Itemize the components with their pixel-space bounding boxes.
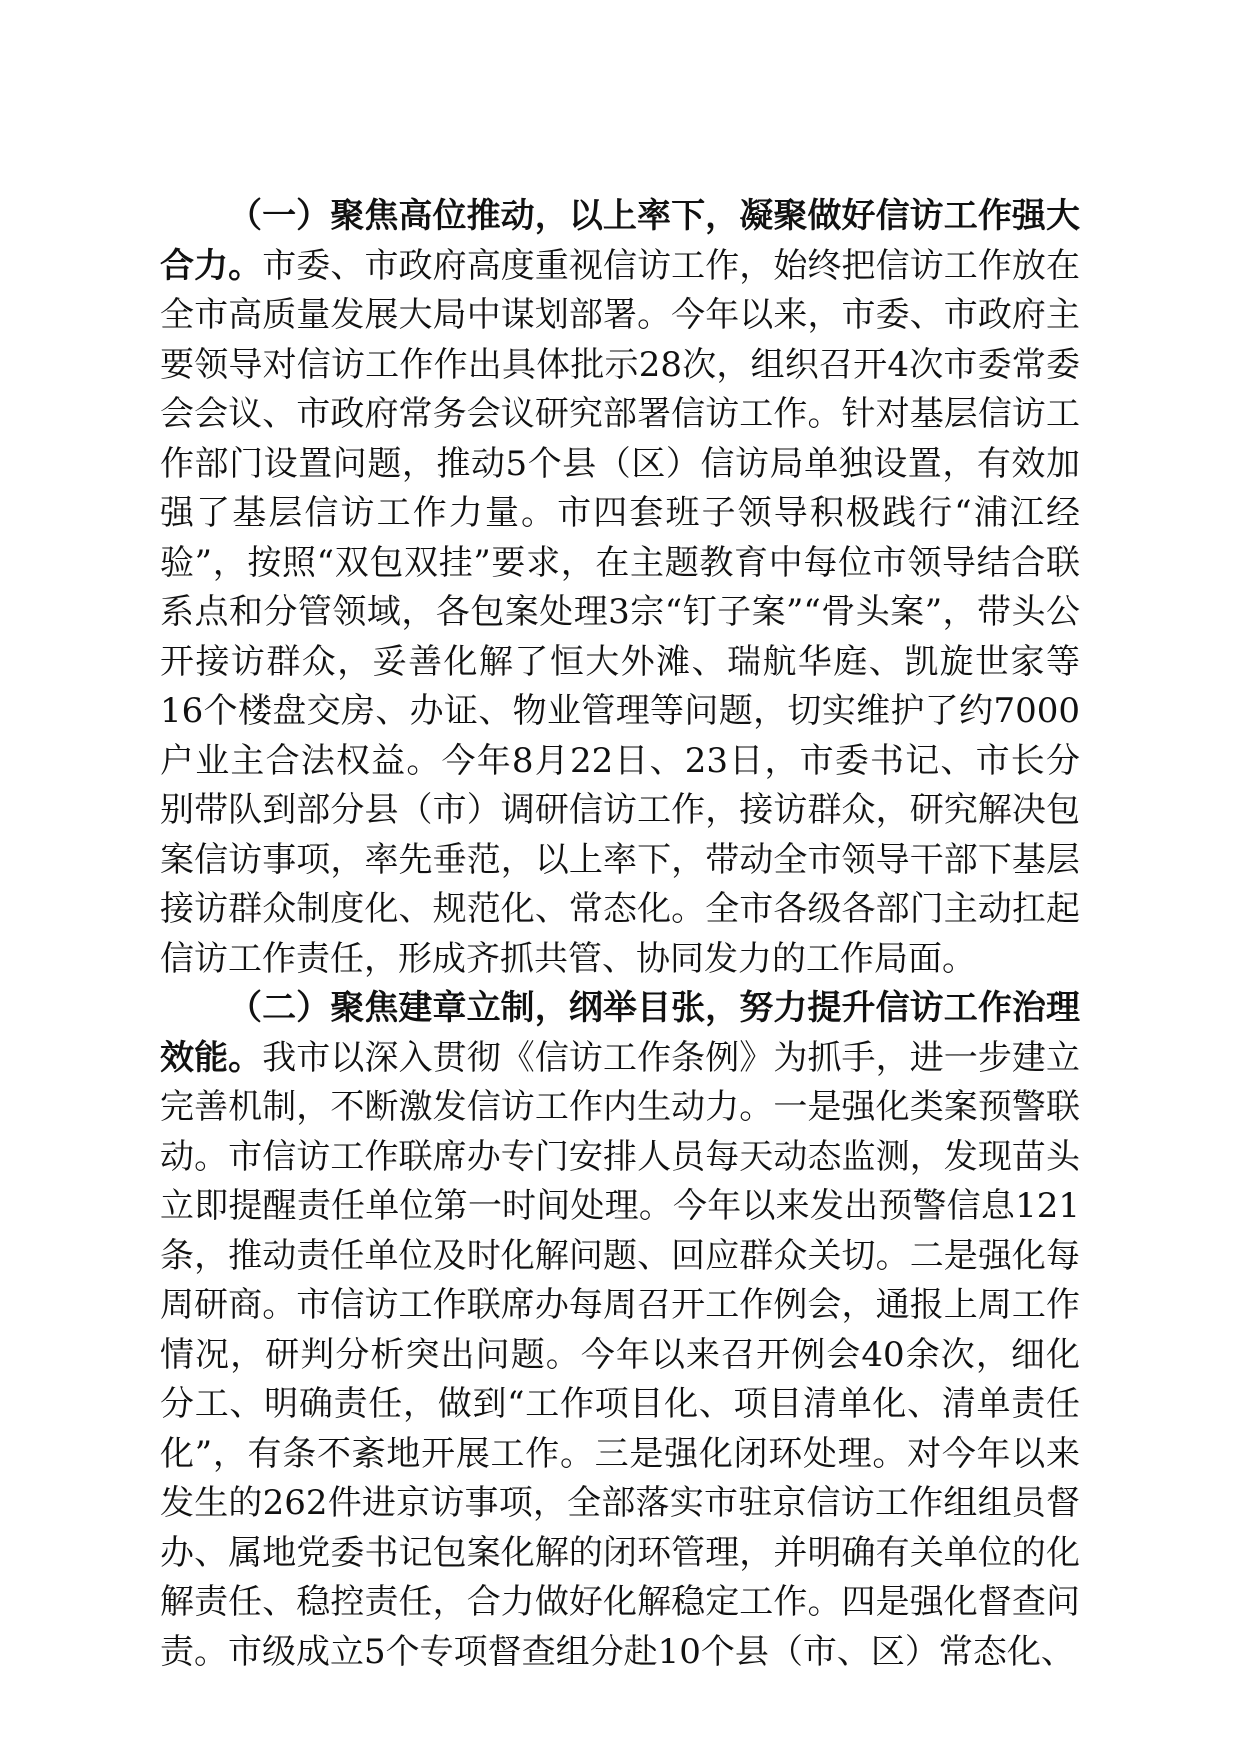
paragraph-2-body: 我市以深入贯彻《信访工作条例》为抓手，进一步建立完善机制，不断激发信访工作内生动力。一是强化类案预警联动。市信访工作联席办专门安排人员每天动态监测，发现苗头立即提醒责任单位第一时间处理。今年以来发出预警信息121条，推动责任单位及时化解问题、回应群众关切。二是强化每周研商。市信访工作联席办每周召开工作例会，通报上周工作情况，研判分析突出问题。今年以来召开例会40余次，细化分工、明确责任，做到“工作项目化、项目清单化、清单责任化”，有条不紊地开展工作。三是强化闭环处理。对今年以来发生的262件进京访事项，全部落实市驻京信访工作组组员督办、属地党委书记包案化解的闭环管理，并明确有关单位的化解责任、稳控责任，合力做好化解稳定工作。四是强化督查问责。市级成立5个专项督查组分赴10个县（市、区）常态化、	[160, 1037, 1081, 1672]
paragraph-1-heading: （一）聚焦高位推动，以上率下，凝聚做好信访工作强大合力。	[160, 196, 1080, 286]
paragraph-1-body: 市委、市政府高度重视信访工作，始终把信访工作放在全市高质量发展大局中谋划部署。今年以来，市委、市政府主要领导对信访工作作出具体批示28次，组织召开4次市委常委会会议、市政府常务会议研究部署信访工作。针对基层信访工作部门设置问题，推动5个县（区）信访局单独设置，有效加强了基层信访工作力量。市四套班子领导积极践行“浦江经验”，按照“双包双挂”要求，在主题教育中每位市领导结合联系点和分管领域，各包案处理3宗“钉子案”“骨头案”，带头公开接访群众，妥善化解了恒大外滩、瑞航华庭、凯旋世家等16个楼盘交房、办证、物业管理等问题，切实维护了约7000户业主合法权益。今年8月22日、23日，市委书记、市长分别带队到部分县（市）调研信访工作，接访群众，研究解决包案信访事项，率先垂范，以上率下，带动全市领导干部下基层接访群众制度化、规范化、常态化。全市各级各部门主动扛起信访工作责任，形成齐抓共管、协同发力的工作局面。	[160, 245, 1081, 979]
paragraph-2-heading: （二）聚焦建章立制，纲举目张，努力提升信访工作治理效能。	[160, 988, 1080, 1078]
paragraph-2	[160, 984, 1080, 1677]
document-page	[160, 192, 1080, 1677]
paragraph-1	[160, 192, 1080, 984]
